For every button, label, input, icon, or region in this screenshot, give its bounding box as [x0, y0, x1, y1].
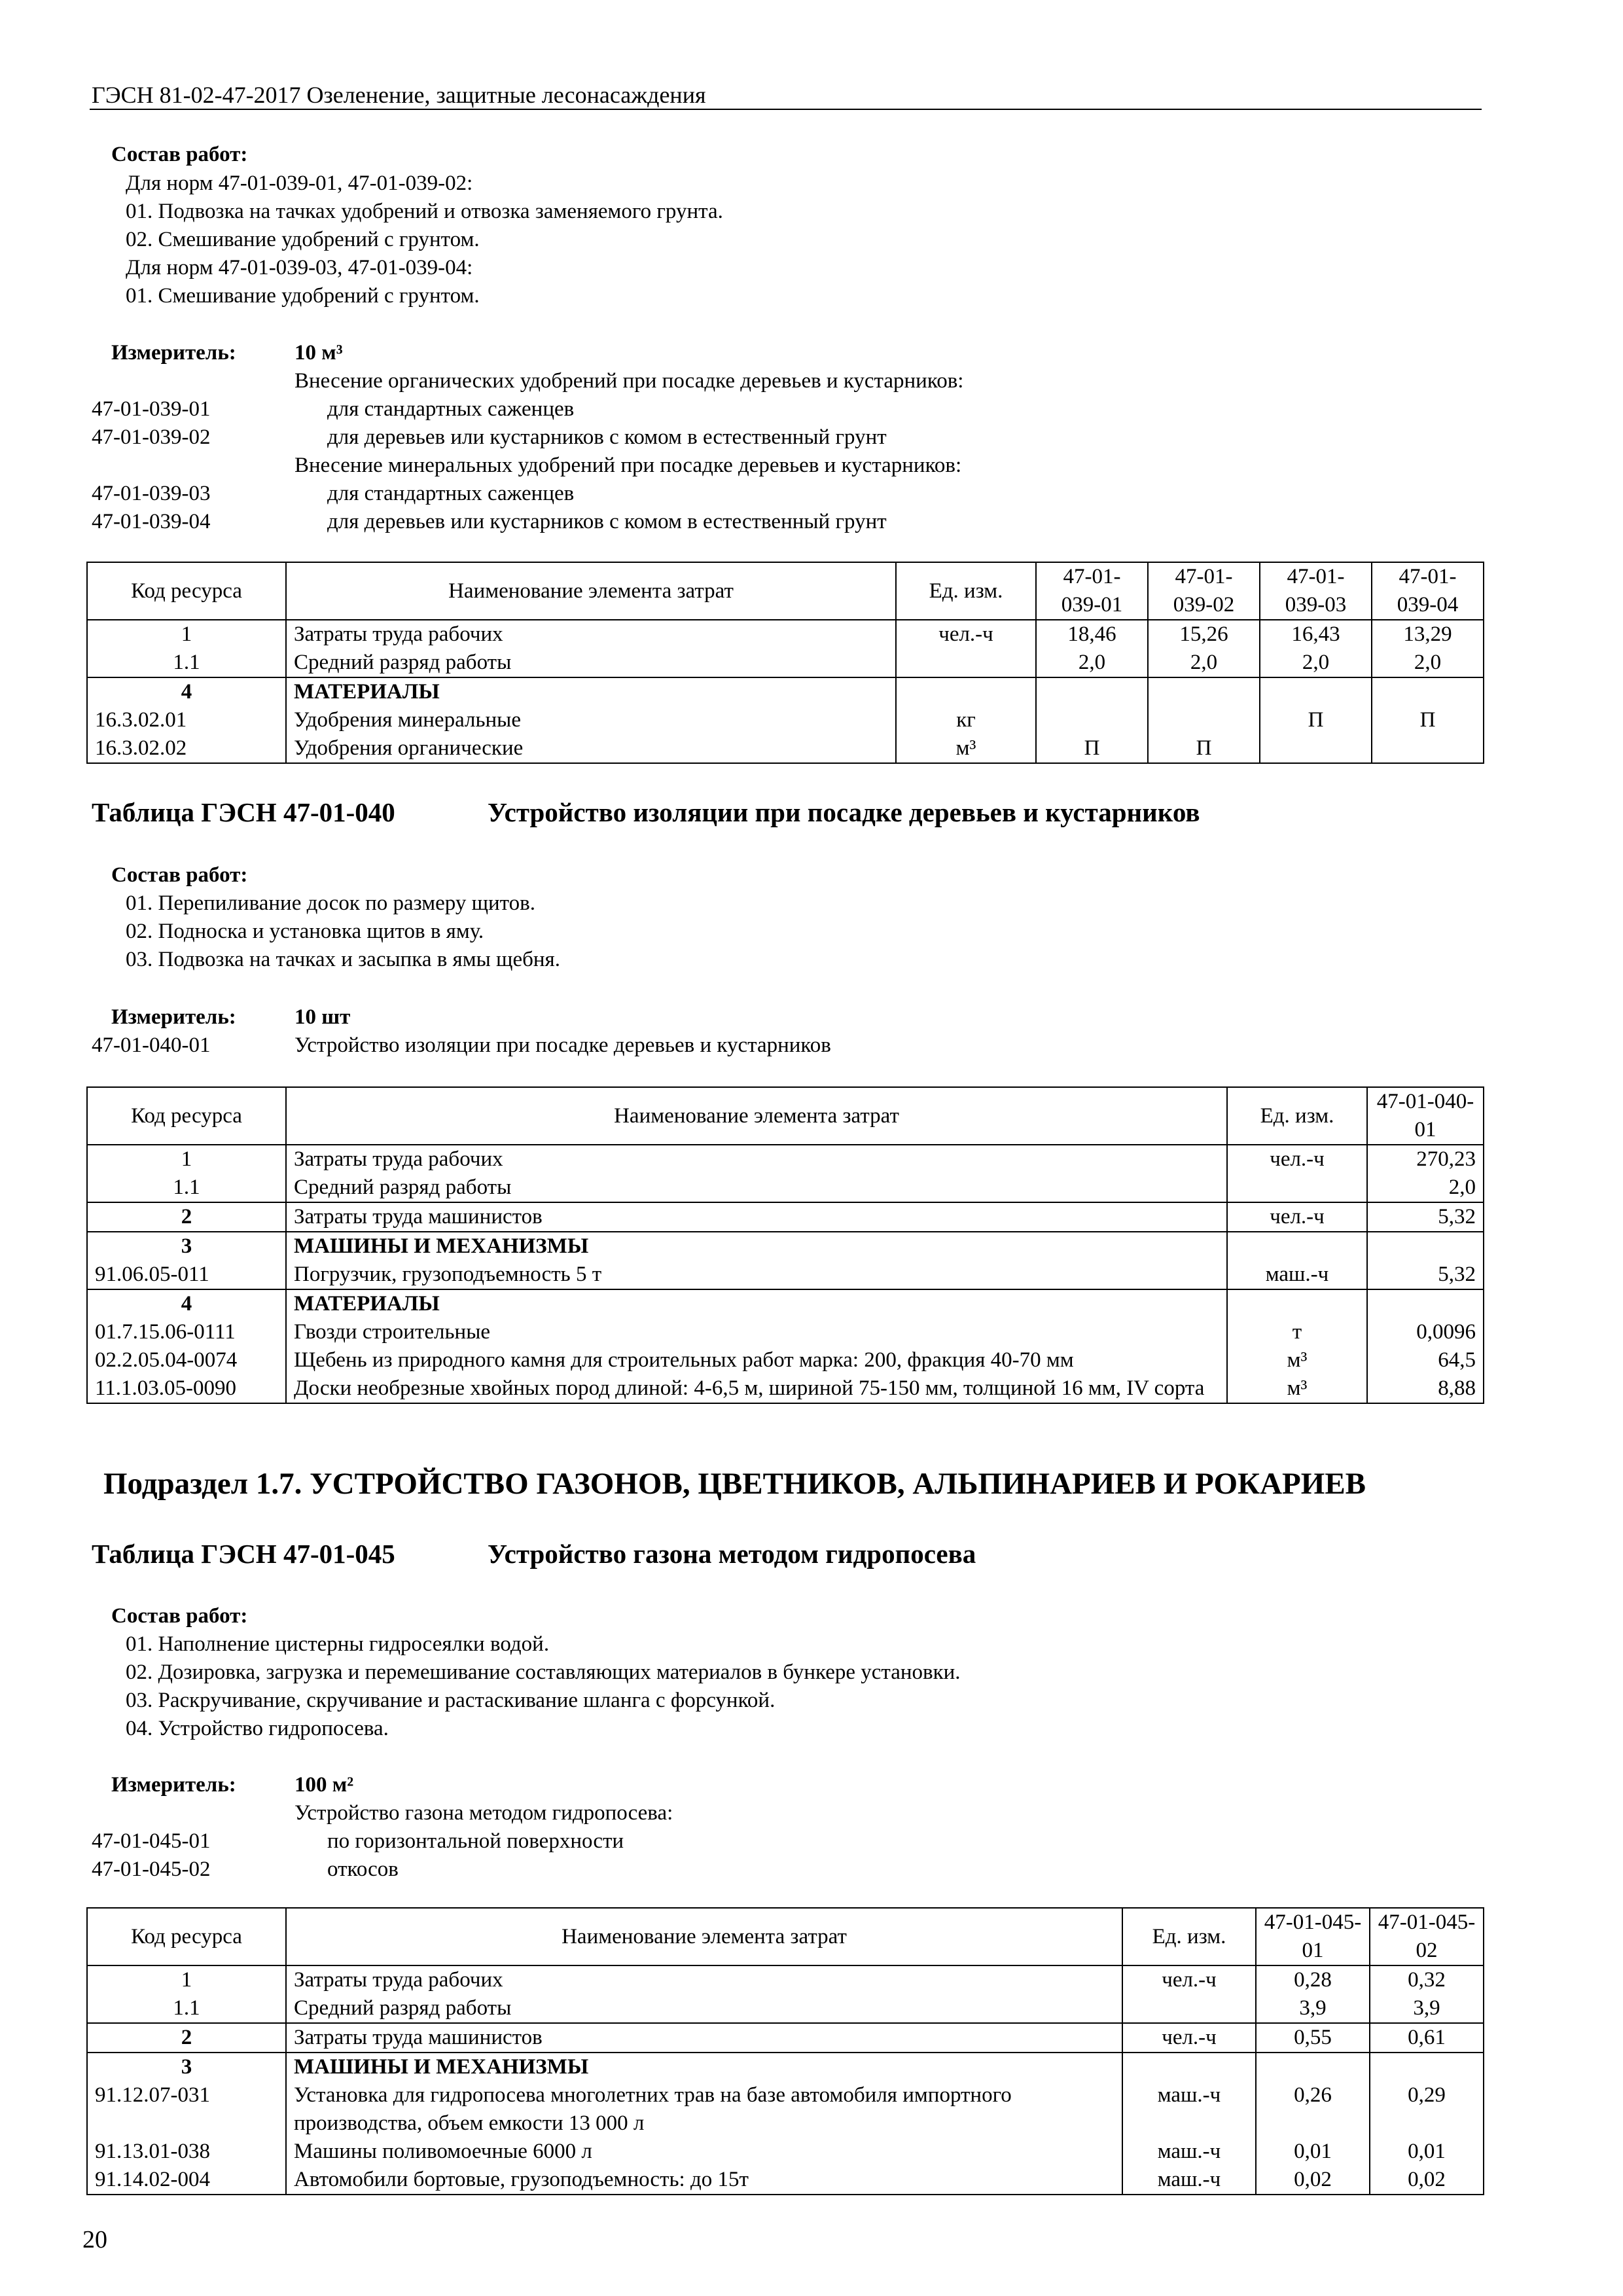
- norm-code: 47-01-039-04: [92, 510, 211, 533]
- resource-table-039: [86, 562, 1484, 764]
- cell-unit: маш.-ч: [1227, 1261, 1367, 1289]
- col-header-norm: 47-01-045-02: [1370, 1908, 1484, 1965]
- work-line: 03. Раскручивание, скручивание и растаскивание шланга с форсункой.: [126, 1689, 776, 1712]
- work-line: Для норм 47-01-039-01, 47-01-039-02:: [126, 171, 473, 195]
- running-header: ГЭСН 81-02-47-2017 Озеленение, защитные лесонасаждения: [92, 82, 706, 108]
- col-header-code: Код ресурса: [87, 1908, 286, 1965]
- col-header-unit: Ед. изм.: [1227, 1087, 1367, 1145]
- cell-code: 16.3.02.02: [87, 734, 286, 763]
- cell-value: [1036, 706, 1148, 734]
- cell-value: 0,29: [1370, 2081, 1484, 2138]
- cell-value: 2,0: [1036, 649, 1148, 677]
- table-row: [87, 1174, 1484, 1202]
- resource-table-040: [86, 1086, 1484, 1404]
- norm-text: по горизонтальной поверхности: [327, 1829, 624, 1853]
- cell-name: Погрузчик, грузоподъемность 5 т: [286, 1261, 1227, 1289]
- measure-label: Измеритель:: [111, 1773, 236, 1797]
- col-header-norm: 47-01-039-03: [1260, 562, 1372, 620]
- table-name: Устройство газона методом гидропосева: [488, 1539, 976, 1569]
- page-number: 20: [82, 2226, 107, 2253]
- table-row: [87, 2081, 1484, 2138]
- cell-unit: [1122, 2053, 1256, 2081]
- col-header-norm: 47-01-039-04: [1372, 562, 1484, 620]
- table-row: [87, 1994, 1484, 2023]
- header-rule: [90, 109, 1482, 110]
- work-line: 01. Наполнение цистерны гидросеялки водой.: [126, 1632, 550, 1656]
- cell-code: 91.13.01-038: [87, 2138, 286, 2166]
- norm-text: откосов: [327, 1857, 399, 1881]
- norm-code: 47-01-045-01: [92, 1829, 211, 1853]
- cell-code: 91.14.02-004: [87, 2166, 286, 2195]
- cell-value: [1036, 677, 1148, 706]
- cell-name: МАТЕРИАЛЫ: [286, 1289, 1227, 1318]
- table-row: [87, 1202, 1484, 1232]
- table-row: [87, 649, 1484, 677]
- cell-value: 0,32: [1370, 1965, 1484, 1994]
- cell-value: 0,02: [1256, 2166, 1370, 2195]
- table-row: [87, 1261, 1484, 1289]
- cell-value: П: [1148, 734, 1260, 763]
- cell-code: 1: [87, 620, 286, 649]
- cell-unit: чел.-ч: [1227, 1202, 1367, 1232]
- col-header-name: Наименование элемента затрат: [286, 1087, 1227, 1145]
- cell-name: Удобрения минеральные: [286, 706, 896, 734]
- cell-code: 3: [87, 1232, 286, 1261]
- cell-name: МАШИНЫ И МЕХАНИЗМЫ: [286, 2053, 1122, 2081]
- cell-name: Щебень из природного камня для строительных работ марка: 200, фракция 40-70 мм: [286, 1346, 1227, 1374]
- cell-value: 18,46: [1036, 620, 1148, 649]
- table-row: [87, 677, 1484, 706]
- cell-name: Автомобили бортовые, грузоподъемность: до 15т: [286, 2166, 1122, 2195]
- cell-value: [1148, 677, 1260, 706]
- cell-code: 16.3.02.01: [87, 706, 286, 734]
- cell-code: 1: [87, 1145, 286, 1174]
- cell-value: 0,26: [1256, 2081, 1370, 2138]
- table-row: [87, 2053, 1484, 2081]
- table-title: Таблица ГЭСН 47-01-040: [92, 797, 395, 827]
- cell-code: 01.7.15.06-0111: [87, 1318, 286, 1346]
- norm-group-title: Устройство газона методом гидропосева:: [294, 1801, 673, 1825]
- norm-text: для стандартных саженцев: [327, 482, 575, 505]
- cell-value: 15,26: [1148, 620, 1260, 649]
- norm-group-title: Внесение органических удобрений при посадке деревьев и кустарников:: [294, 369, 964, 393]
- table-row: [87, 1965, 1484, 1994]
- table-row: [87, 620, 1484, 649]
- table-row: [87, 706, 1484, 734]
- cell-name: Удобрения органические: [286, 734, 896, 763]
- cell-value: П: [1036, 734, 1148, 763]
- cell-value: П: [1372, 706, 1484, 734]
- cell-code: 3: [87, 2053, 286, 2081]
- cell-code: 02.2.05.04-0074: [87, 1346, 286, 1374]
- norm-code: 47-01-045-02: [92, 1857, 211, 1881]
- cell-name: Средний разряд работы: [286, 1994, 1122, 2023]
- cell-name: Средний разряд работы: [286, 649, 896, 677]
- table-row: [87, 1289, 1484, 1318]
- cell-value: 5,32: [1367, 1202, 1484, 1232]
- work-line: 02. Подноска и установка щитов в яму.: [126, 920, 484, 943]
- work-line: Для норм 47-01-039-03, 47-01-039-04:: [126, 256, 473, 279]
- cell-value: 16,43: [1260, 620, 1372, 649]
- subsection-title: Подраздел 1.7. УСТРОЙСТВО ГАЗОНОВ, ЦВЕТНИКОВ, АЛЬПИНАРИЕВ И РОКАРИЕВ: [103, 1467, 1366, 1501]
- cell-code: 2: [87, 2023, 286, 2053]
- cell-code: 4: [87, 1289, 286, 1318]
- cell-code: 11.1.03.05-0090: [87, 1374, 286, 1403]
- table-row: [87, 1145, 1484, 1174]
- cell-name: Затраты труда рабочих: [286, 1965, 1122, 1994]
- cell-value: 0,0096: [1367, 1318, 1484, 1346]
- table-row: [87, 2166, 1484, 2195]
- work-line: 01. Смешивание удобрений с грунтом.: [126, 284, 480, 308]
- cell-value: П: [1260, 706, 1372, 734]
- cell-value: 2,0: [1367, 1174, 1484, 1202]
- col-header-unit: Ед. изм.: [896, 562, 1036, 620]
- work-line: 01. Подвозка на тачках удобрений и отвозка заменяемого грунта.: [126, 200, 723, 223]
- work-composition-title: Состав работ:: [111, 863, 248, 887]
- cell-value: [1367, 1232, 1484, 1261]
- col-header-code: Код ресурса: [87, 562, 286, 620]
- table-row: [87, 2023, 1484, 2053]
- cell-name: МАШИНЫ И МЕХАНИЗМЫ: [286, 1232, 1227, 1261]
- table-name: Устройство изоляции при посадке деревьев и кустарников: [488, 797, 1200, 827]
- cell-unit: маш.-ч: [1122, 2081, 1256, 2138]
- cell-unit: т: [1227, 1318, 1367, 1346]
- cell-value: 2,0: [1260, 649, 1372, 677]
- work-line: 02. Смешивание удобрений с грунтом.: [126, 228, 480, 251]
- cell-name: Средний разряд работы: [286, 1174, 1227, 1202]
- cell-unit: маш.-ч: [1122, 2166, 1256, 2195]
- cell-code: 91.06.05-011: [87, 1261, 286, 1289]
- cell-name: МАТЕРИАЛЫ: [286, 677, 896, 706]
- cell-unit: чел.-ч: [1122, 1965, 1256, 1994]
- cell-value: 5,32: [1367, 1261, 1484, 1289]
- col-header-unit: Ед. изм.: [1122, 1908, 1256, 1965]
- cell-value: [1370, 2053, 1484, 2081]
- work-composition-title: Состав работ:: [111, 143, 248, 166]
- cell-code: 1.1: [87, 1174, 286, 1202]
- col-header-name: Наименование элемента затрат: [286, 562, 896, 620]
- cell-value: 3,9: [1370, 1994, 1484, 2023]
- cell-unit: [1227, 1174, 1367, 1202]
- cell-value: [1260, 677, 1372, 706]
- cell-unit: [896, 649, 1036, 677]
- cell-code: 2: [87, 1202, 286, 1232]
- cell-value: 0,28: [1256, 1965, 1370, 1994]
- work-line: 03. Подвозка на тачках и засыпка в ямы щебня.: [126, 948, 560, 971]
- cell-value: 0,01: [1370, 2138, 1484, 2166]
- table-row: [87, 1318, 1484, 1346]
- cell-name: Машины поливомоечные 6000 л: [286, 2138, 1122, 2166]
- table-row: [87, 734, 1484, 763]
- norm-code: 47-01-039-03: [92, 482, 211, 505]
- measure-label: Измеритель:: [111, 1005, 236, 1029]
- col-header-norm: 47-01-039-01: [1036, 562, 1148, 620]
- work-composition-title: Состав работ:: [111, 1604, 248, 1628]
- work-line: 01. Перепиливание досок по размеру щитов.: [126, 891, 535, 915]
- cell-value: 2,0: [1148, 649, 1260, 677]
- table-row: [87, 1232, 1484, 1261]
- table-row: [87, 1374, 1484, 1403]
- col-header-norm: 47-01-045-01: [1256, 1908, 1370, 1965]
- cell-value: 0,55: [1256, 2023, 1370, 2053]
- cell-value: 0,01: [1256, 2138, 1370, 2166]
- cell-value: [1148, 706, 1260, 734]
- cell-unit: чел.-ч: [1122, 2023, 1256, 2053]
- cell-unit: м³: [1227, 1374, 1367, 1403]
- col-header-norm: 47-01-040-01: [1367, 1087, 1484, 1145]
- cell-unit: чел.-ч: [896, 620, 1036, 649]
- cell-value: 64,5: [1367, 1346, 1484, 1374]
- norm-text: для деревьев или кустарников с комом в естественный грунт: [327, 510, 887, 533]
- resource-table-045: [86, 1907, 1484, 2195]
- cell-unit: [896, 677, 1036, 706]
- table-row: [87, 1346, 1484, 1374]
- cell-unit: кг: [896, 706, 1036, 734]
- cell-code: 4: [87, 677, 286, 706]
- norm-code: 47-01-039-01: [92, 397, 211, 421]
- cell-value: 3,9: [1256, 1994, 1370, 2023]
- cell-name: Затраты труда машинистов: [286, 1202, 1227, 1232]
- measure-value: 10 м³: [294, 341, 343, 365]
- col-header-name: Наименование элемента затрат: [286, 1908, 1122, 1965]
- cell-name: Затраты труда машинистов: [286, 2023, 1122, 2053]
- measure-value: 100 м²: [294, 1773, 354, 1797]
- cell-name: Установка для гидропосева многолетних трав на базе автомобиля импортного производства, объем емкости 13 000 л: [286, 2081, 1122, 2138]
- cell-unit: м³: [1227, 1346, 1367, 1374]
- cell-name: Затраты труда рабочих: [286, 1145, 1227, 1174]
- cell-value: 0,02: [1370, 2166, 1484, 2195]
- cell-code: 1: [87, 1965, 286, 1994]
- cell-unit: м³: [896, 734, 1036, 763]
- cell-value: [1256, 2053, 1370, 2081]
- norm-group-title: Внесение минеральных удобрений при посадке деревьев и кустарников:: [294, 454, 962, 477]
- measure-value: 10 шт: [294, 1005, 351, 1029]
- norm-text: для стандартных саженцев: [327, 397, 575, 421]
- cell-value: [1372, 677, 1484, 706]
- col-header-code: Код ресурса: [87, 1087, 286, 1145]
- work-line: 02. Дозировка, загрузка и перемешивание составляющих материалов в бункере установки.: [126, 1660, 961, 1684]
- cell-unit: [1122, 1994, 1256, 2023]
- norm-code: 47-01-040-01: [92, 1033, 211, 1057]
- cell-value: 0,61: [1370, 2023, 1484, 2053]
- table-row: [87, 2138, 1484, 2166]
- norm-text: для деревьев или кустарников с комом в естественный грунт: [327, 425, 887, 449]
- cell-unit: маш.-ч: [1122, 2138, 1256, 2166]
- cell-code: 91.12.07-031: [87, 2081, 286, 2138]
- cell-value: [1367, 1289, 1484, 1318]
- cell-code: 1.1: [87, 649, 286, 677]
- cell-unit: чел.-ч: [1227, 1145, 1367, 1174]
- cell-name: Затраты труда рабочих: [286, 620, 896, 649]
- cell-value: [1372, 734, 1484, 763]
- measure-label: Измеритель:: [111, 341, 236, 365]
- cell-name: Доски необрезные хвойных пород длиной: 4-6,5 м, шириной 75-150 мм, толщиной 16 мм, IV сорта: [286, 1374, 1227, 1403]
- cell-unit: [1227, 1289, 1367, 1318]
- table-title: Таблица ГЭСН 47-01-045: [92, 1539, 395, 1569]
- work-line: 04. Устройство гидропосева.: [126, 1717, 389, 1740]
- norm-code: 47-01-039-02: [92, 425, 211, 449]
- col-header-norm: 47-01-039-02: [1148, 562, 1260, 620]
- cell-name: Гвозди строительные: [286, 1318, 1227, 1346]
- cell-unit: [1227, 1232, 1367, 1261]
- cell-code: 1.1: [87, 1994, 286, 2023]
- cell-value: 8,88: [1367, 1374, 1484, 1403]
- cell-value: 13,29: [1372, 620, 1484, 649]
- norm-text: Устройство изоляции при посадке деревьев и кустарников: [294, 1033, 831, 1057]
- cell-value: 2,0: [1372, 649, 1484, 677]
- cell-value: [1260, 734, 1372, 763]
- cell-value: 270,23: [1367, 1145, 1484, 1174]
